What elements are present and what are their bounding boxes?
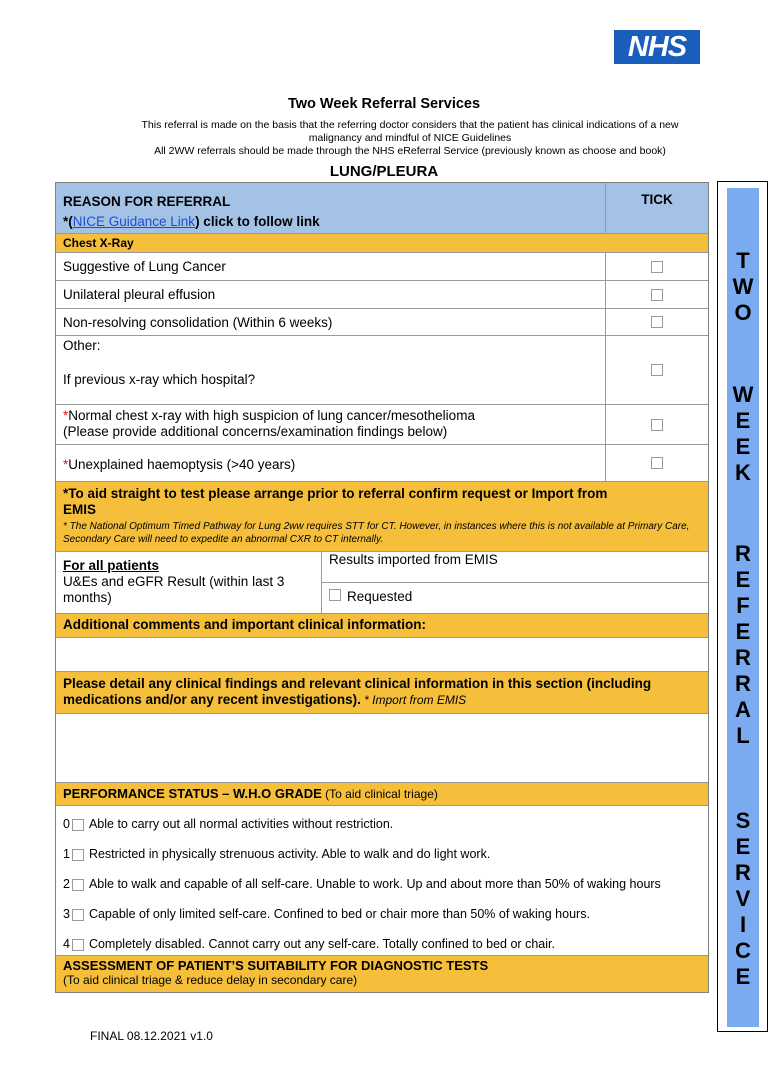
required-star: * (63, 457, 69, 472)
additional-comments-field[interactable] (56, 638, 708, 672)
grade-row[interactable] (56, 894, 708, 924)
grade-text: Completely disabled. Cannot carry out any self-care. Totally confined to bed or chair. (88, 937, 555, 951)
grade-checkbox[interactable] (72, 879, 84, 891)
banner-letter: T (736, 248, 750, 273)
criteria-row (56, 309, 708, 336)
tick-checkbox[interactable] (651, 261, 663, 273)
banner-letter: I (739, 912, 747, 937)
grade-text: Able to walk and capable of all self-care. Unable to work. Up and about more than 50% of waking hours (88, 877, 661, 891)
performance-heading-row (56, 783, 708, 806)
vertical-banner (717, 181, 768, 1032)
link-suffix: ) click to follow link (195, 214, 320, 229)
performance-heading: PERFORMANCE STATUS – W.H.O GRADE (63, 786, 322, 801)
grade-row[interactable] (56, 806, 708, 834)
grade-checkbox[interactable] (72, 939, 84, 951)
grade-text: Able to carry out all normal activities without restriction. (88, 817, 394, 831)
nice-link-line (63, 212, 598, 232)
grade-number: 2 (63, 877, 70, 891)
grade-text: Restricted in physically strenuous activity. Able to walk and do light work. (88, 847, 491, 861)
criteria-label: Other: (63, 338, 101, 353)
stt-heading-import: or Import from (510, 486, 608, 501)
performance-subheading: (To aid clinical triage) (321, 787, 438, 801)
clinical-heading-row (56, 672, 708, 714)
banner-letter: L (736, 723, 750, 748)
assessment-heading: ASSESSMENT OF PATIENT’S SUITABILITY FOR DIAGNOSTIC TESTS (63, 958, 489, 973)
section-chest-xray (56, 234, 708, 253)
banner-letter: W (732, 274, 754, 299)
additional-heading-row (56, 614, 708, 638)
grade-number: 3 (63, 907, 70, 921)
banner-letter: C (735, 938, 751, 963)
tick-checkbox[interactable] (651, 289, 663, 301)
criteria-hospital-label: If previous x-ray which hospital? (63, 372, 256, 387)
banner-letter: E (735, 619, 751, 644)
grade-row[interactable] (56, 924, 708, 954)
results-imported: Results imported from EMIS (322, 552, 708, 583)
criteria-row (56, 281, 708, 309)
banner-letter: V (735, 886, 751, 911)
banner-letter: E (735, 834, 751, 859)
performance-grades (56, 806, 708, 956)
banner-letter: E (735, 434, 751, 459)
link-prefix: *( (63, 214, 73, 229)
criteria-label: Suggestive of Lung Cancer (63, 259, 226, 274)
header-line-1: This referral is made on the basis that the referring doctor considers that the patient has clinical indications of a new (141, 119, 679, 131)
grade-checkbox[interactable] (72, 849, 84, 861)
banner-letter: E (735, 567, 751, 592)
clinical-heading: Please detail any clinical findings and relevant clinical information in this section (including medications and/or any recent investigations). (63, 676, 652, 707)
banner-letter: R (735, 671, 751, 696)
section-chest-label: Chest X-Ray (63, 236, 134, 250)
vertical-banner-fill (727, 188, 759, 1027)
referral-form (55, 182, 709, 993)
grade-number: 1 (63, 847, 70, 861)
tick-checkbox[interactable] (651, 364, 663, 376)
criteria-label: Normal chest x-ray with high suspicion of lung cancer/mesothelioma (68, 408, 475, 423)
banner-letter: R (735, 645, 751, 670)
criteria-note: (Please provide additional concerns/examination findings below) (63, 424, 448, 439)
stt-section (56, 482, 708, 552)
requested-checkbox[interactable] (329, 589, 341, 601)
assessment-heading-row (56, 956, 708, 992)
tick-checkbox[interactable] (651, 457, 663, 469)
banner-letter: F (736, 593, 750, 618)
banner-letter: O (734, 300, 752, 325)
page-title: Two Week Referral Services (287, 96, 481, 112)
banner-letter: E (735, 964, 751, 989)
grade-number: 4 (63, 937, 70, 951)
header-line-3: All 2WW referrals should be made through the NHS eReferral Service (previously known as choose and book) (154, 145, 666, 157)
required-star: * (63, 408, 69, 423)
requested-label: Requested (347, 589, 413, 604)
grade-checkbox[interactable] (72, 819, 84, 831)
nhs-logo: NHS (614, 30, 700, 64)
patients-test: U&Es and eGFR Result (within last 3 months) (63, 574, 285, 605)
criteria-row (56, 253, 708, 281)
banner-letter: R (735, 860, 751, 885)
banner-letter: K (735, 460, 751, 485)
assessment-subheading: (To aid clinical triage & reduce delay in secondary care) (63, 973, 358, 987)
patients-label: For all patients (63, 558, 160, 573)
form-title: LUNG/PLEURA (329, 163, 439, 180)
banner-letter: W (732, 382, 754, 407)
criteria-row (56, 336, 708, 405)
banner-letter: R (735, 541, 751, 566)
criteria-label: Unexplained haemoptysis (>40 years) (68, 457, 296, 472)
grade-text: Capable of only limited self-care. Confined to bed or chair more than 50% of waking hours. (88, 907, 590, 921)
grade-checkbox[interactable] (72, 909, 84, 921)
nice-guidance-link[interactable]: NICE Guidance Link (72, 214, 196, 229)
footer-version: FINAL 08.12.2021 v1.0 (90, 1029, 213, 1043)
banner-letter: A (735, 697, 751, 722)
reason-heading: REASON FOR REFERRAL (63, 194, 231, 209)
patients-row (56, 552, 708, 614)
tick-checkbox[interactable] (651, 419, 663, 431)
tick-checkbox[interactable] (651, 316, 663, 328)
criteria-row (56, 445, 708, 482)
banner-letter: S (735, 808, 751, 833)
grade-number: 0 (63, 817, 70, 831)
criteria-label: Unilateral pleural effusion (63, 287, 216, 302)
clinical-import-note: * Import from EMIS (360, 693, 467, 707)
stt-heading-emis: EMIS (63, 502, 97, 517)
header-line-2: malignancy and mindful of NICE Guidelines (308, 132, 512, 144)
criteria-row (56, 405, 708, 445)
stt-note: * The National Optimum Timed Pathway for Lung 2ww requires STT for CT. However, in instances where this is not available at Primary Care, Secondary Care will need to expedite an abnormal CXR to CT internally. (63, 521, 690, 545)
banner-letter: E (735, 408, 751, 433)
grade-row[interactable] (56, 864, 708, 894)
stt-heading: *To aid straight to test please arrange prior to referral confirm request (63, 486, 511, 501)
grade-row[interactable] (56, 834, 708, 864)
additional-heading: Additional comments and important clinical information: (63, 617, 427, 632)
reason-header-row (56, 183, 708, 234)
clinical-findings-field[interactable] (56, 714, 708, 783)
tick-header: TICK (605, 183, 708, 233)
criteria-label: Non-resolving consolidation (Within 6 weeks) (63, 315, 333, 330)
